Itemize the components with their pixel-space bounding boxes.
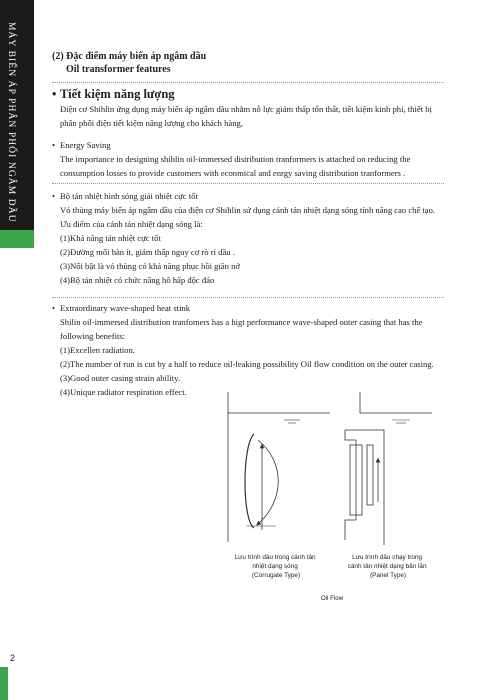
sidebar-title: MÁY BIẾN ÁP PHÂN PHỐI NGÂM DẦU [6, 22, 16, 223]
heatsink-en-intro: Shilin oil-immersed distribution tranfomers has a higt performance wave-shaped outer casing that has the following benefits: [60, 317, 423, 341]
heatsink-en-item: (4)Unique radiator respiration effect. [60, 387, 187, 397]
heatsink-en-item: (1)Excellen radiation. [60, 345, 135, 355]
page-number: 2 [10, 653, 16, 663]
page-accent [0, 667, 8, 700]
divider [52, 297, 444, 298]
heatsink-vi-item: (3)Nối bật là vỏ thùng có khả năng phục hồi giãn nở [60, 261, 240, 271]
heatsink-en-title: • Extraordinary wave-shaped heat stink [60, 301, 444, 315]
section-heading: (2) Đặc điểm máy biến áp ngâm dầu [52, 51, 207, 62]
heatsink-vi-item: (2)Đường mối hàn ít, giảm thấp nguy cơ rò rỉ dầu . [60, 247, 235, 257]
saving-vi-block [60, 86, 444, 130]
saving-en-title: • Energy Saving [60, 138, 444, 152]
divider [52, 183, 444, 184]
divider [52, 82, 444, 83]
saving-en-body: The importance in designing shihlin oil-immersed distribution tranformers is attached on reducing the consumption losses to provide customers with econmical and enrgy saving distribution tranformers . [60, 154, 411, 178]
heatsink-en-block [60, 301, 444, 399]
heatsink-en-item: (3)Good outer casing strain ability. [60, 373, 180, 383]
heatsink-vi-intro: Vỏ thùng máy biến áp ngâm dầu của điện cơ Shihlin sử dụng cánh tản nhiệt dạng sóng tính năng cao chế tạo. Ưu điểm của cánh tản nhiệt dạng sóng là: [60, 205, 436, 229]
heatsink-en-item: (2)The number of run is cut by a half to reduce oil-leaking possibility Oil flow condition on the outer casing. [60, 359, 434, 369]
saving-en-block [60, 138, 444, 180]
saving-vi-title: • Tiết kiệm năng lượng [60, 86, 444, 102]
heatsink-vi-title: • Bộ tản nhiệt hình sóng giải nhiệt cực tốt [60, 189, 444, 203]
sidebar-accent [0, 230, 34, 248]
panel-caption: Lưu trình dầu chạy trong cánh tản nhiệt dạng bản lăn (Panel Type) [347, 554, 427, 579]
heatsink-vi-item: (4)Bộ tản nhiệt có chức năng hô hấp độc đáo [60, 275, 215, 285]
section-subheading: Oil transformer features [66, 64, 171, 75]
corrugate-diagram [228, 392, 330, 542]
panel-diagram [345, 392, 432, 545]
sidebar-band [0, 0, 34, 230]
section-header [52, 50, 452, 76]
saving-vi-body: Điện cơ Shihlin ứng dụng máy biến áp ngâm dầu nhằm nỗ lực giảm thấp tổn thất, tiết kiệm kinh phí, thiết bị phân phối điện tiết kiệm năng lượng cho khách hàng, [60, 104, 432, 128]
figure-title: Oil Flow [320, 595, 344, 602]
corrugate-caption: Lưu trình dầu trong cánh tản nhiệt dạng sóng (Corrugate Type) [234, 554, 316, 579]
heatsink-vi-block [60, 189, 444, 287]
heatsink-vi-item: (1)Khả năng tản nhiệt cực tốt [60, 233, 161, 243]
